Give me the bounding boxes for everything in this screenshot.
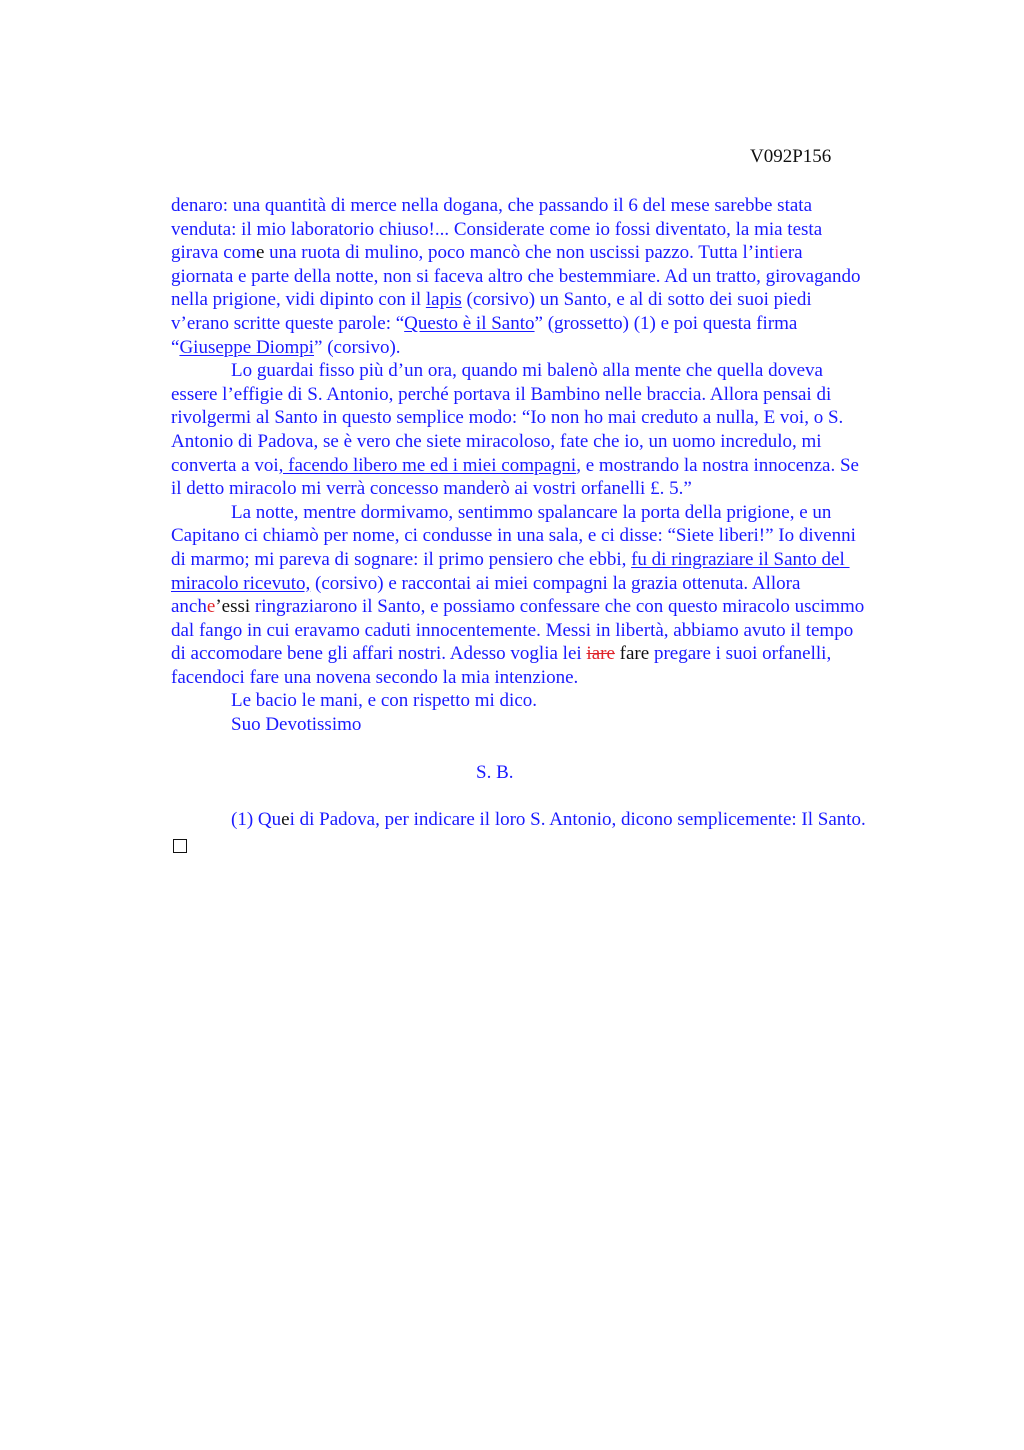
underlined-text: Questo è il Santo — [404, 312, 535, 334]
paragraph-1 — [171, 194, 929, 359]
text-run: v’erano scritte queste parole: “ — [171, 312, 405, 334]
inserted-word: fare — [614, 643, 650, 665]
text-line: La notte, mentre dormivamo, sentimmo spalancare la porta della prigione, e un — [231, 501, 832, 523]
text-line — [171, 548, 929, 572]
underlined-text: miracolo ricevuto, — [171, 572, 311, 594]
closing — [171, 689, 929, 736]
text-line: Capitano ci chiamò per nome, ci condusse in una sala, e ci disse: “Siete liberi!” Io divenni — [171, 525, 856, 547]
deleted-word: iare — [586, 643, 615, 665]
letter-body — [171, 194, 929, 832]
text-line — [171, 288, 929, 312]
paragraph-2 — [171, 359, 929, 501]
text-line: Lo guardai fisso più d’un ora, quando mi balenò alla mente che quella doveva — [231, 360, 823, 382]
underlined-text: fu di ringraziare il Santo del — [631, 548, 850, 570]
text-line: dal fango in cui eravamo caduti innocentemente. Messi in libertà, abbiamo avuto il tempo — [171, 619, 854, 641]
page-identifier: V092P156 — [750, 146, 832, 167]
text-run: di accomodare bene gli affari nostri. Adesso voglia lei — [171, 643, 587, 665]
text-run: converta a voi — [171, 454, 279, 476]
text-line — [171, 241, 929, 265]
inserted-text: ’essi — [215, 596, 251, 618]
underlined-text: , facendo libero me ed i miei compagni — [278, 454, 577, 476]
text-line — [171, 642, 929, 666]
closing-line: Le bacio le mani, e con rispetto mi dico. — [231, 690, 538, 712]
empty-square-icon — [173, 839, 187, 853]
signature: S. B. — [476, 761, 514, 783]
text-line — [171, 572, 929, 596]
text-run: (1) Qu — [231, 809, 282, 831]
text-run: ringraziarono il Santo, e possiamo confessare che con questo miracolo uscimmo — [250, 596, 865, 618]
edited-letter: e — [255, 242, 265, 264]
text-line — [171, 312, 929, 336]
text-run: i di Padova, per indicare il loro S. Antonio, dicono semplicemente: Il Santo. — [289, 809, 866, 831]
text-line — [171, 336, 929, 360]
text-line: il detto miracolo mi verrà concesso manderò ai vostri orfanelli £. 5.” — [171, 478, 692, 500]
text-run: era — [779, 242, 803, 264]
underlined-text: Giuseppe Diompi — [179, 336, 315, 358]
inserted-letter: i — [774, 242, 780, 264]
text-run: ” (corsivo). — [314, 336, 401, 358]
deleted-letter: e — [206, 596, 216, 618]
text-line: rivolgermi al Santo in questo semplice modo: “Io non ho mai creduto a nulla, E voi, o S. — [171, 407, 844, 429]
text-run: (corsivo) e raccontai ai miei compagni la grazia ottenuta. Allora — [310, 572, 801, 594]
text-line: denaro: una quantità di merce nella dogana, che passando il 6 del mese sarebbe stata — [171, 195, 812, 216]
footnote — [171, 808, 929, 832]
text-run: nella prigione, vidi dipinto con il — [171, 289, 426, 311]
text-run: “ — [171, 336, 180, 358]
text-run: , e mostrando la nostra innocenza. Se — [576, 454, 859, 476]
text-line — [171, 454, 929, 478]
edited-letter: e — [281, 809, 290, 831]
text-run: una ruota di mulino, poco mancò che non uscissi pazzo. Tutta l’int — [264, 242, 775, 264]
text-line: giornata e parte della notte, non si faceva altro che bestemmiare. Ad un tratto, girovagando — [171, 265, 861, 287]
text-line: facendoci fare una novena secondo la mia intenzione. — [171, 666, 579, 688]
text-line: venduta: il mio laboratorio chiuso!... Considerate come io fossi diventato, la mia testa — [171, 218, 823, 240]
text-run: girava com — [171, 242, 256, 264]
text-run: anch — [171, 596, 207, 618]
underlined-text: lapis — [425, 289, 462, 311]
text-run: ” (grossetto) (1) e poi questa firma — [534, 312, 798, 334]
text-run: di marmo; mi pareva di sognare: il primo pensiero che ebbi, — [171, 548, 632, 570]
text-run: pregare i suoi orfanelli, — [649, 643, 832, 665]
spacer — [171, 737, 929, 761]
text-line — [171, 595, 929, 619]
text-line: Antonio di Padova, se è vero che siete miracoloso, fate che io, un uomo incredulo, mi — [171, 430, 822, 452]
text-line: essere l’effigie di S. Antonio, perché portava il Bambino nelle braccia. Allora pensai di — [171, 383, 832, 405]
closing-line: Suo Devotissimo — [231, 714, 362, 736]
spacer — [171, 784, 929, 808]
paragraph-3 — [171, 501, 929, 690]
text-run: (corsivo) un Santo, e al di sotto dei suoi piedi — [461, 289, 812, 311]
